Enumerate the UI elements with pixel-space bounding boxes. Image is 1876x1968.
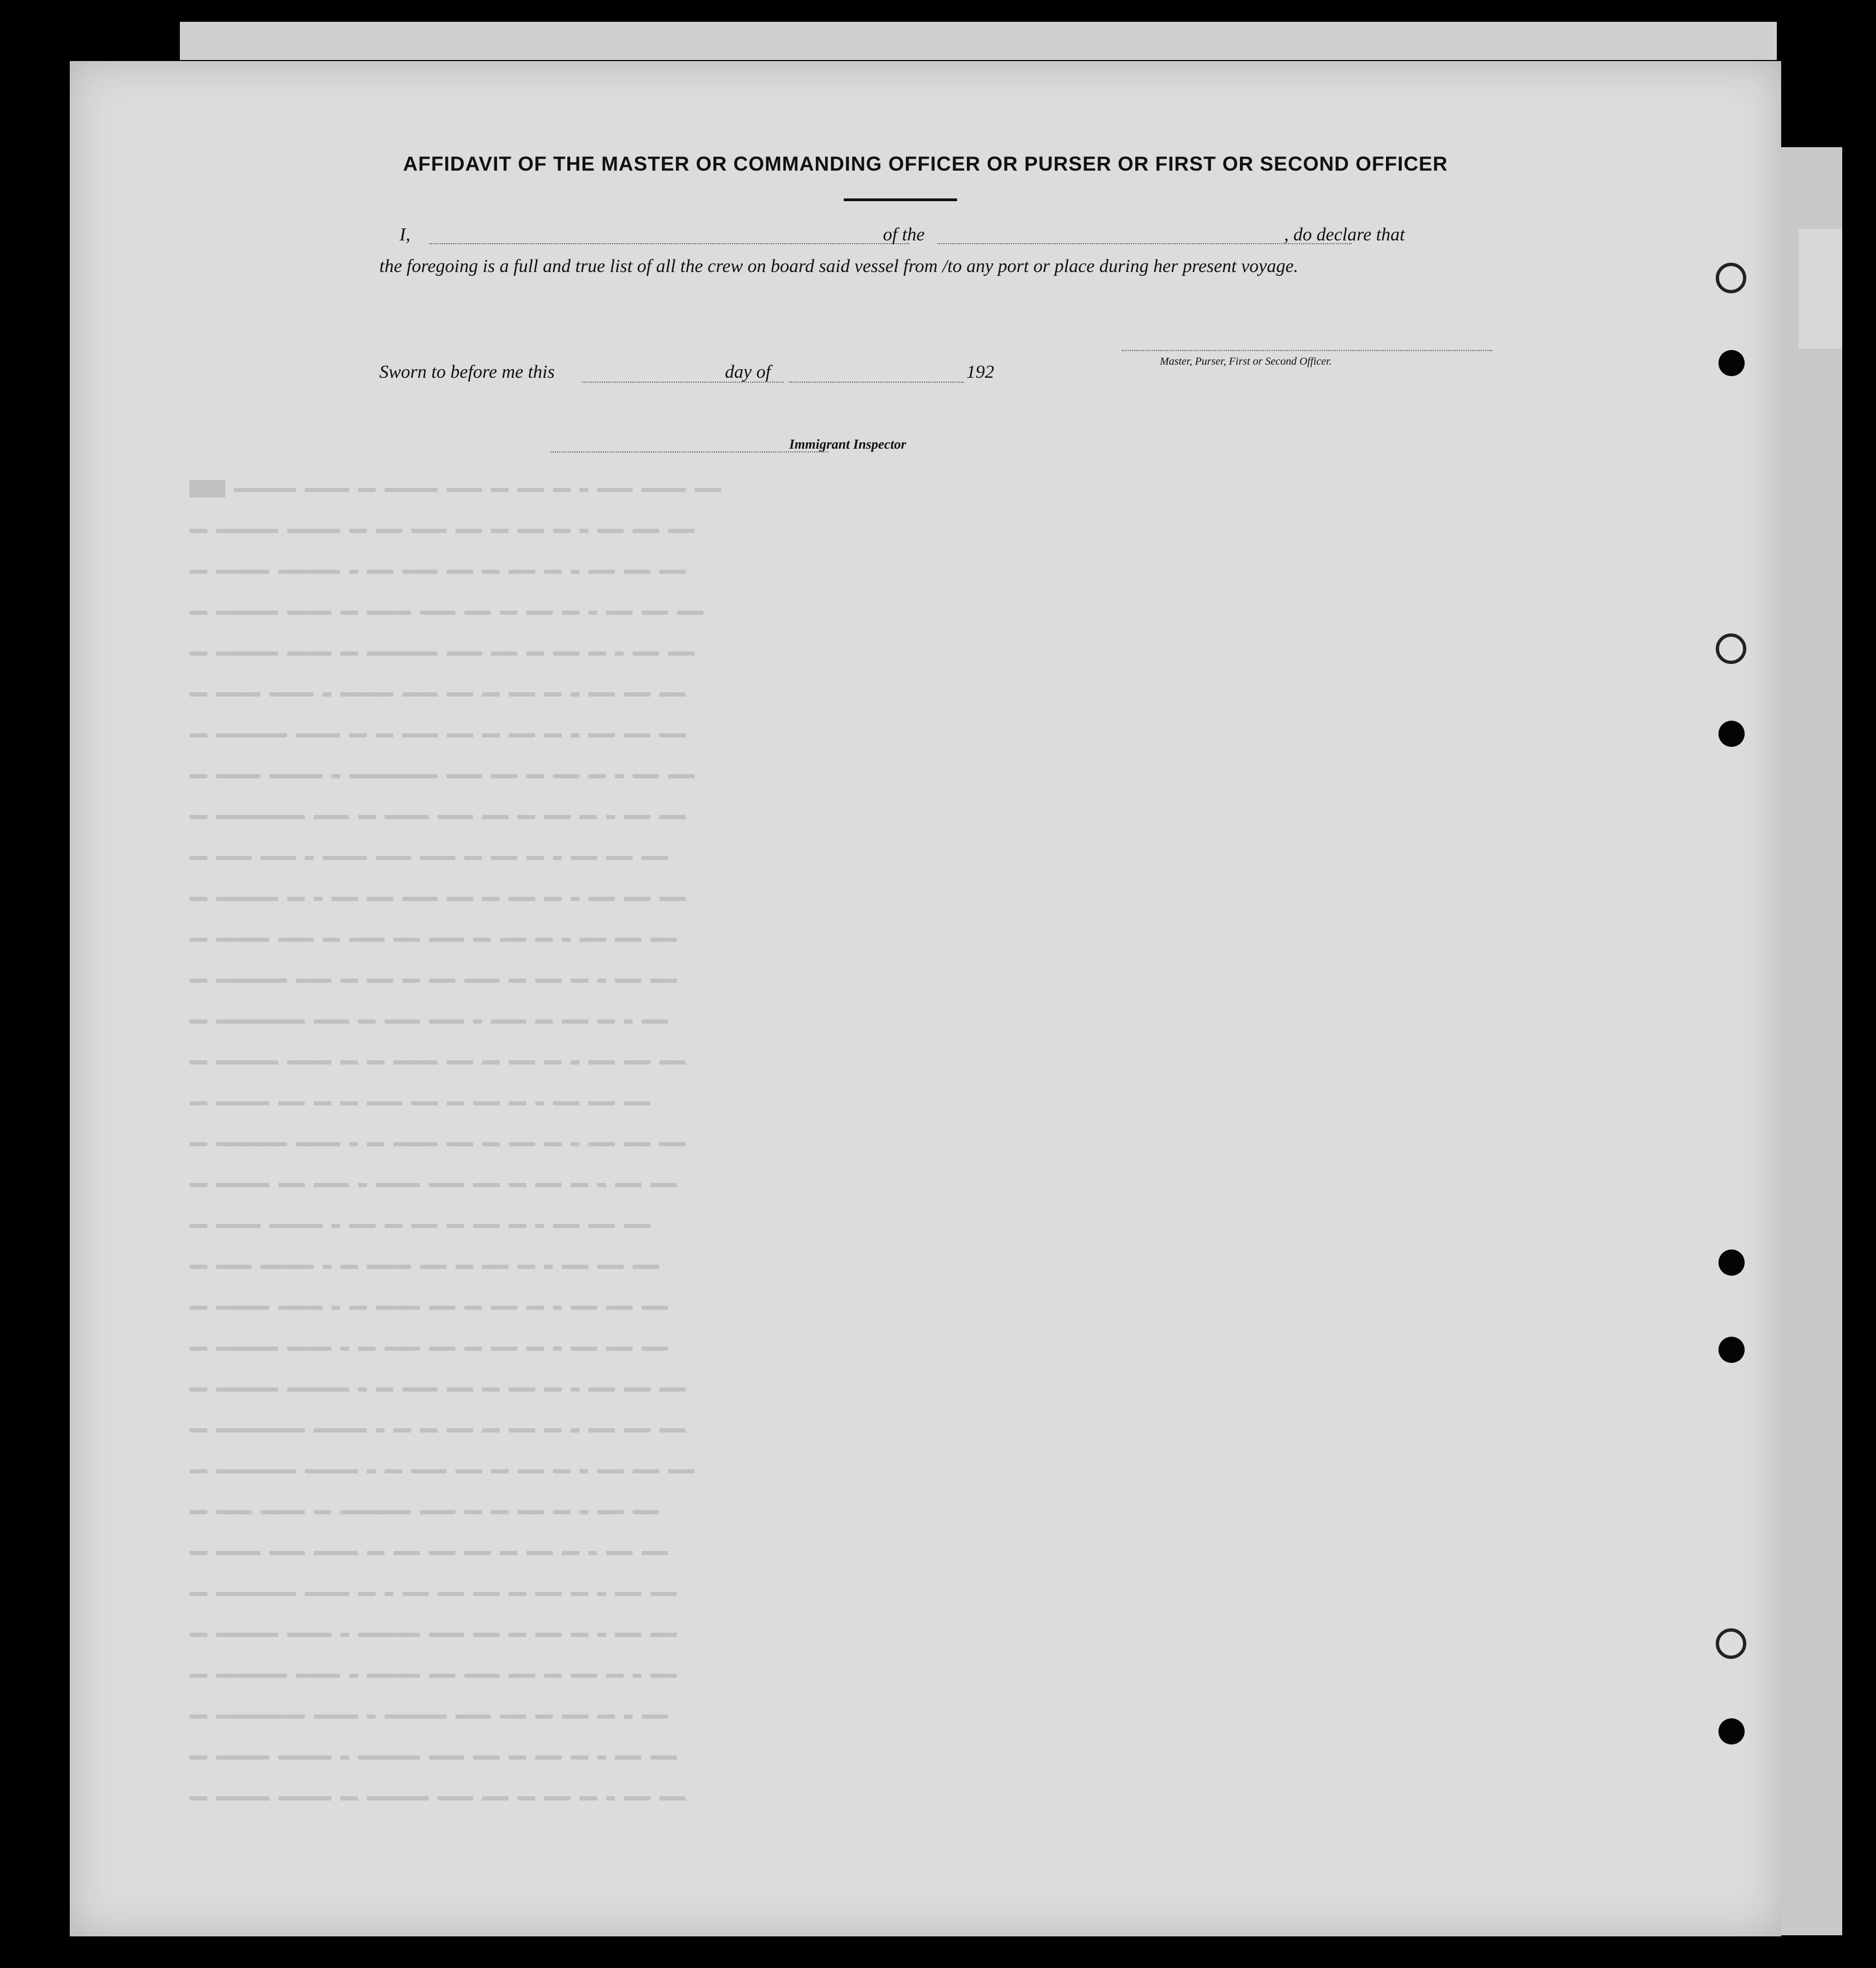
affidavit-title: AFFIDAVIT OF THE MASTER OR COMMANDING OFFICER OR PURSER OR FIRST OR SECOND OFFICER [403, 153, 1448, 175]
title-rule [844, 198, 957, 201]
bleed-through-row: ▬▬ ▬▬▬▬▬▬▬▬▬▬ ▬▬▬▬ ▬▬ ▬▬▬▬ ▬▬▬▬ ▬ ▬▬▬▬ ▬▬ ▬▬▬ ▬▬ ▬ ▬▬▬ [190, 1012, 668, 1029]
vessel-of-the-label: of the [883, 225, 925, 245]
binder-hole-ring [1716, 633, 1746, 664]
bleed-through-row: ▬▬ ▬▬▬▬▬▬▬ ▬▬ ▬ ▬▬▬ ▬▬▬ ▬▬▬▬ ▬▬▬ ▬▬ ▬▬▬ ▬▬ ▬ ▬▬▬ ▬▬▬ ▬▬▬ [190, 890, 686, 907]
binder-hole [1718, 1249, 1745, 1276]
bleed-through-row: ▬▬ ▬▬▬▬ ▬▬▬▬ ▬ ▬▬▬▬▬ ▬▬▬▬ ▬▬▬▬ ▬▬ ▬▬▬ ▬▬ ▬ ▬▬▬ ▬▬▬ ▬▬▬ [190, 849, 668, 866]
bleed-through-row: ▬▬ ▬▬▬▬▬▬▬ ▬▬▬▬▬▬▬ ▬ ▬▬ ▬▬▬▬ ▬▬▬ ▬▬ ▬▬▬ ▬▬ ▬ ▬▬▬ ▬▬▬ ▬▬▬ [190, 1380, 686, 1397]
year-label: 192 [966, 362, 994, 382]
bleed-through-row: ▬▬ ▬▬▬▬▬▬ ▬▬▬▬▬▬ ▬▬ ▬▬▬▬▬▬▬ ▬▬▬▬ ▬▬▬ ▬▬ ▬▬▬ ▬▬ ▬ ▬▬▬ ▬▬▬ [190, 1789, 686, 1806]
bleed-through-row: ▬▬ ▬▬▬▬▬▬▬▬▬ ▬▬▬▬▬ ▬▬ ▬ ▬▬▬ ▬▬▬ ▬▬▬ ▬▬ ▬▬▬ ▬▬ ▬ ▬▬▬ ▬▬▬ [190, 1585, 677, 1602]
bleed-through-row: ▬▬ ▬▬▬▬▬▬▬ ▬▬▬▬▬ ▬▬ ▬▬▬▬▬ ▬▬▬▬ ▬▬▬ ▬▬ ▬▬▬ ▬▬ ▬ ▬▬▬ ▬▬▬ ▬▬▬ [190, 603, 704, 620]
bleed-through-row: ▬▬ ▬▬▬▬▬▬▬▬▬▬ ▬▬▬▬▬▬ ▬ ▬▬ ▬▬ ▬▬▬ ▬▬ ▬▬▬ ▬▬ ▬ ▬▬▬ ▬▬▬ ▬▬▬ [190, 1421, 686, 1438]
bleed-through-row: ▬▬ ▬▬▬▬▬▬▬▬▬▬ ▬▬▬▬ ▬▬ ▬▬▬▬▬ ▬▬▬▬ ▬▬▬ ▬▬ ▬▬▬ ▬▬ ▬ ▬▬▬ ▬▬▬ [190, 808, 686, 825]
binder-hole [1718, 1718, 1745, 1744]
declaration-line-2: the foregoing is a full and true list of all the crew on board said vessel from /to any port or place during her present voyage. [379, 256, 1298, 276]
inspector-signature-line [550, 451, 828, 452]
underlying-page-right [1777, 147, 1842, 1935]
bleed-through-row: ▬▬ ▬▬▬▬▬▬▬ ▬▬▬▬▬▬ ▬▬ ▬▬▬ ▬▬▬▬ ▬▬▬ ▬▬ ▬▬▬ ▬▬ ▬ ▬▬▬ ▬▬▬ ▬▬▬ [190, 522, 695, 539]
sworn-label: Sworn to before me this [379, 362, 555, 382]
bleed-through-row: ▬▬ ▬▬▬▬▬▬▬ ▬▬▬▬▬ ▬ ▬▬▬▬▬▬▬ ▬▬▬▬ ▬▬▬ ▬▬ ▬▬▬ ▬▬ ▬ ▬▬▬ ▬▬▬ [190, 1626, 677, 1643]
binder-hole [1718, 350, 1745, 376]
bleed-through-row: ▬▬ ▬▬▬▬ ▬▬▬▬▬▬ ▬ ▬▬ ▬▬▬▬▬ ▬▬▬ ▬▬ ▬▬▬ ▬▬ ▬ ▬▬▬ ▬▬▬ ▬▬▬ [190, 1258, 659, 1275]
bleed-through-row: ▬▬ ▬▬▬▬▬▬▬▬ ▬▬▬▬▬ ▬ ▬▬▬▬▬▬ ▬▬▬ ▬▬▬▬ ▬▬▬ ▬▬ ▬▬▬ ▬▬ ▬ ▬▬▬ [190, 1667, 677, 1683]
sworn-month-blank [789, 382, 964, 383]
officer-signature-caption: Master, Purser, First or Second Officer. [1160, 355, 1332, 367]
bleed-through-row: ▬▬ ▬▬▬▬▬▬ ▬▬▬ ▬▬▬▬ ▬ ▬▬▬▬▬ ▬▬▬▬ ▬▬▬ ▬▬ ▬▬▬ ▬▬ ▬ ▬▬▬ ▬▬▬ [190, 1176, 677, 1193]
declarant-prefix: I, [400, 225, 410, 245]
bleed-through-row: ▬▬ ▬▬▬▬▬▬▬▬▬▬ ▬▬▬▬▬ ▬ ▬▬▬▬▬▬▬ ▬▬▬▬ ▬▬▬ ▬▬ ▬▬▬ ▬▬ ▬ ▬▬▬ [190, 1707, 668, 1724]
binder-hole [1718, 721, 1745, 747]
declare-suffix: , do declare that [1284, 225, 1405, 245]
bleed-through-row: ▬▬ ▬▬▬▬▬ ▬▬▬▬▬▬ ▬ ▬▬▬▬▬▬▬▬▬▬ ▬▬▬▬ ▬▬▬ ▬▬ ▬▬▬ ▬▬ ▬ ▬▬▬ ▬▬▬ [190, 767, 695, 784]
bleed-through-row: ▬▬ ▬▬▬▬▬▬ ▬▬▬▬▬ ▬ ▬▬ ▬▬▬▬▬ ▬▬▬ ▬▬ ▬▬▬ ▬▬ ▬ ▬▬▬ ▬▬▬ ▬▬▬ [190, 1299, 668, 1315]
underlying-page-top [180, 22, 1777, 60]
bleed-through-row: ▬▬ ▬▬▬▬▬▬▬ ▬▬▬▬▬ ▬▬ ▬▬▬▬▬▬▬▬ ▬▬▬▬ ▬▬▬ ▬▬ ▬▬▬ ▬▬ ▬ ▬▬▬ ▬▬▬ [190, 644, 695, 661]
bleed-through-row: ▬▬ ▬▬▬▬▬▬▬▬ ▬▬▬▬▬ ▬ ▬▬ ▬▬▬▬▬ ▬▬▬ ▬▬ ▬▬▬ ▬▬ ▬ ▬▬▬ ▬▬▬ ▬▬▬ [190, 1135, 686, 1152]
bleed-through-row: ████ ▬▬▬▬▬▬▬ ▬▬▬▬▬ ▬▬ ▬▬▬▬▬▬ ▬▬▬▬ ▬▬ ▬▬▬ ▬▬ ▬ ▬▬▬▬ ▬▬▬▬▬ ▬▬▬ [190, 481, 722, 498]
bleed-through-row: ▬▬ ▬▬▬▬▬▬ ▬▬▬▬▬▬ ▬ ▬▬▬▬▬▬▬ ▬▬▬▬ ▬▬▬ ▬▬ ▬▬▬ ▬▬ ▬ ▬▬▬ ▬▬▬ [190, 1748, 677, 1765]
day-of-label: day of [725, 362, 771, 382]
bleed-through-row: ▬▬ ▬▬▬▬▬ ▬▬▬▬ ▬▬▬▬▬ ▬▬ ▬▬▬ ▬▬▬ ▬▬▬ ▬▬ ▬▬▬ ▬▬ ▬ ▬▬▬ ▬▬▬ [190, 1544, 668, 1561]
bleed-through-row: ▬▬ ▬▬▬▬▬▬▬▬ ▬▬▬▬▬ ▬▬ ▬▬ ▬▬▬▬ ▬▬▬ ▬▬ ▬▬▬ ▬▬ ▬ ▬▬▬ ▬▬▬ ▬▬▬ [190, 726, 686, 743]
affidavit-page [70, 61, 1781, 1936]
bleed-through-row: ▬▬ ▬▬▬▬▬▬ ▬▬▬ ▬▬ ▬▬ ▬▬▬▬ ▬▬▬ ▬▬ ▬▬▬ ▬▬ ▬ ▬▬▬ ▬▬▬ ▬▬▬ [190, 1094, 651, 1111]
bleed-through-row: ▬▬ ▬▬▬▬▬ ▬▬▬▬▬ ▬ ▬▬▬▬▬▬ ▬▬▬▬ ▬▬▬ ▬▬ ▬▬▬ ▬▬ ▬ ▬▬▬ ▬▬▬ ▬▬▬ [190, 685, 686, 702]
side-tab [1799, 229, 1842, 349]
inspector-caption: Immigrant Inspector [789, 437, 906, 452]
declarant-name-blank [429, 243, 909, 244]
binder-hole-ring [1716, 263, 1746, 293]
bleed-through-row: ▬▬ ▬▬▬▬ ▬▬▬▬▬ ▬▬ ▬▬▬▬▬▬▬▬ ▬▬▬▬ ▬▬ ▬▬ ▬▬▬ ▬▬ ▬ ▬▬▬ ▬▬▬ [190, 1503, 659, 1520]
bleed-through-row: ▬▬ ▬▬▬▬▬▬ ▬▬▬▬▬▬▬ ▬ ▬▬▬ ▬▬▬▬ ▬▬▬ ▬▬ ▬▬▬ ▬▬ ▬ ▬▬▬ ▬▬▬ ▬▬▬ [190, 563, 686, 579]
binder-hole-ring [1716, 1628, 1746, 1659]
bleed-through-row: ▬▬ ▬▬▬▬▬▬▬ ▬▬▬▬▬ ▬▬ ▬▬ ▬▬▬▬▬ ▬▬▬ ▬▬ ▬▬▬ ▬▬ ▬ ▬▬▬ ▬▬▬ ▬▬▬ [190, 1053, 686, 1070]
officer-signature-line [1122, 350, 1492, 351]
bleed-through-row: ▬▬ ▬▬▬▬▬▬ ▬▬▬▬ ▬▬ ▬▬▬▬ ▬▬▬ ▬▬▬▬ ▬▬ ▬▬▬ ▬▬ ▬ ▬▬▬ ▬▬▬ ▬▬▬ [190, 931, 677, 947]
bleed-through-row: ▬▬ ▬▬▬▬▬▬▬▬ ▬▬▬▬ ▬▬ ▬▬▬ ▬▬ ▬▬▬ ▬▬▬▬ ▬▬ ▬▬▬ ▬▬ ▬ ▬▬▬ ▬▬▬ [190, 971, 677, 988]
bleed-through-row: ▬▬ ▬▬▬▬▬ ▬▬▬▬▬▬ ▬ ▬▬▬ ▬▬ ▬▬▬ ▬▬ ▬▬▬ ▬▬ ▬ ▬▬▬ ▬▬▬ ▬▬▬ [190, 1217, 651, 1234]
bleed-through-row: ▬▬ ▬▬▬▬▬▬▬ ▬▬▬▬▬ ▬ ▬▬ ▬▬▬▬ ▬▬▬ ▬▬ ▬▬▬ ▬▬ ▬ ▬▬▬ ▬▬▬ ▬▬▬ [190, 1339, 668, 1356]
binder-hole [1718, 1337, 1745, 1363]
bleed-through-row: ▬▬ ▬▬▬▬▬▬▬▬▬ ▬▬▬▬▬▬ ▬ ▬▬ ▬▬▬▬ ▬▬▬ ▬▬ ▬▬▬ ▬▬ ▬ ▬▬▬ ▬▬▬ ▬▬▬ [190, 1462, 695, 1479]
